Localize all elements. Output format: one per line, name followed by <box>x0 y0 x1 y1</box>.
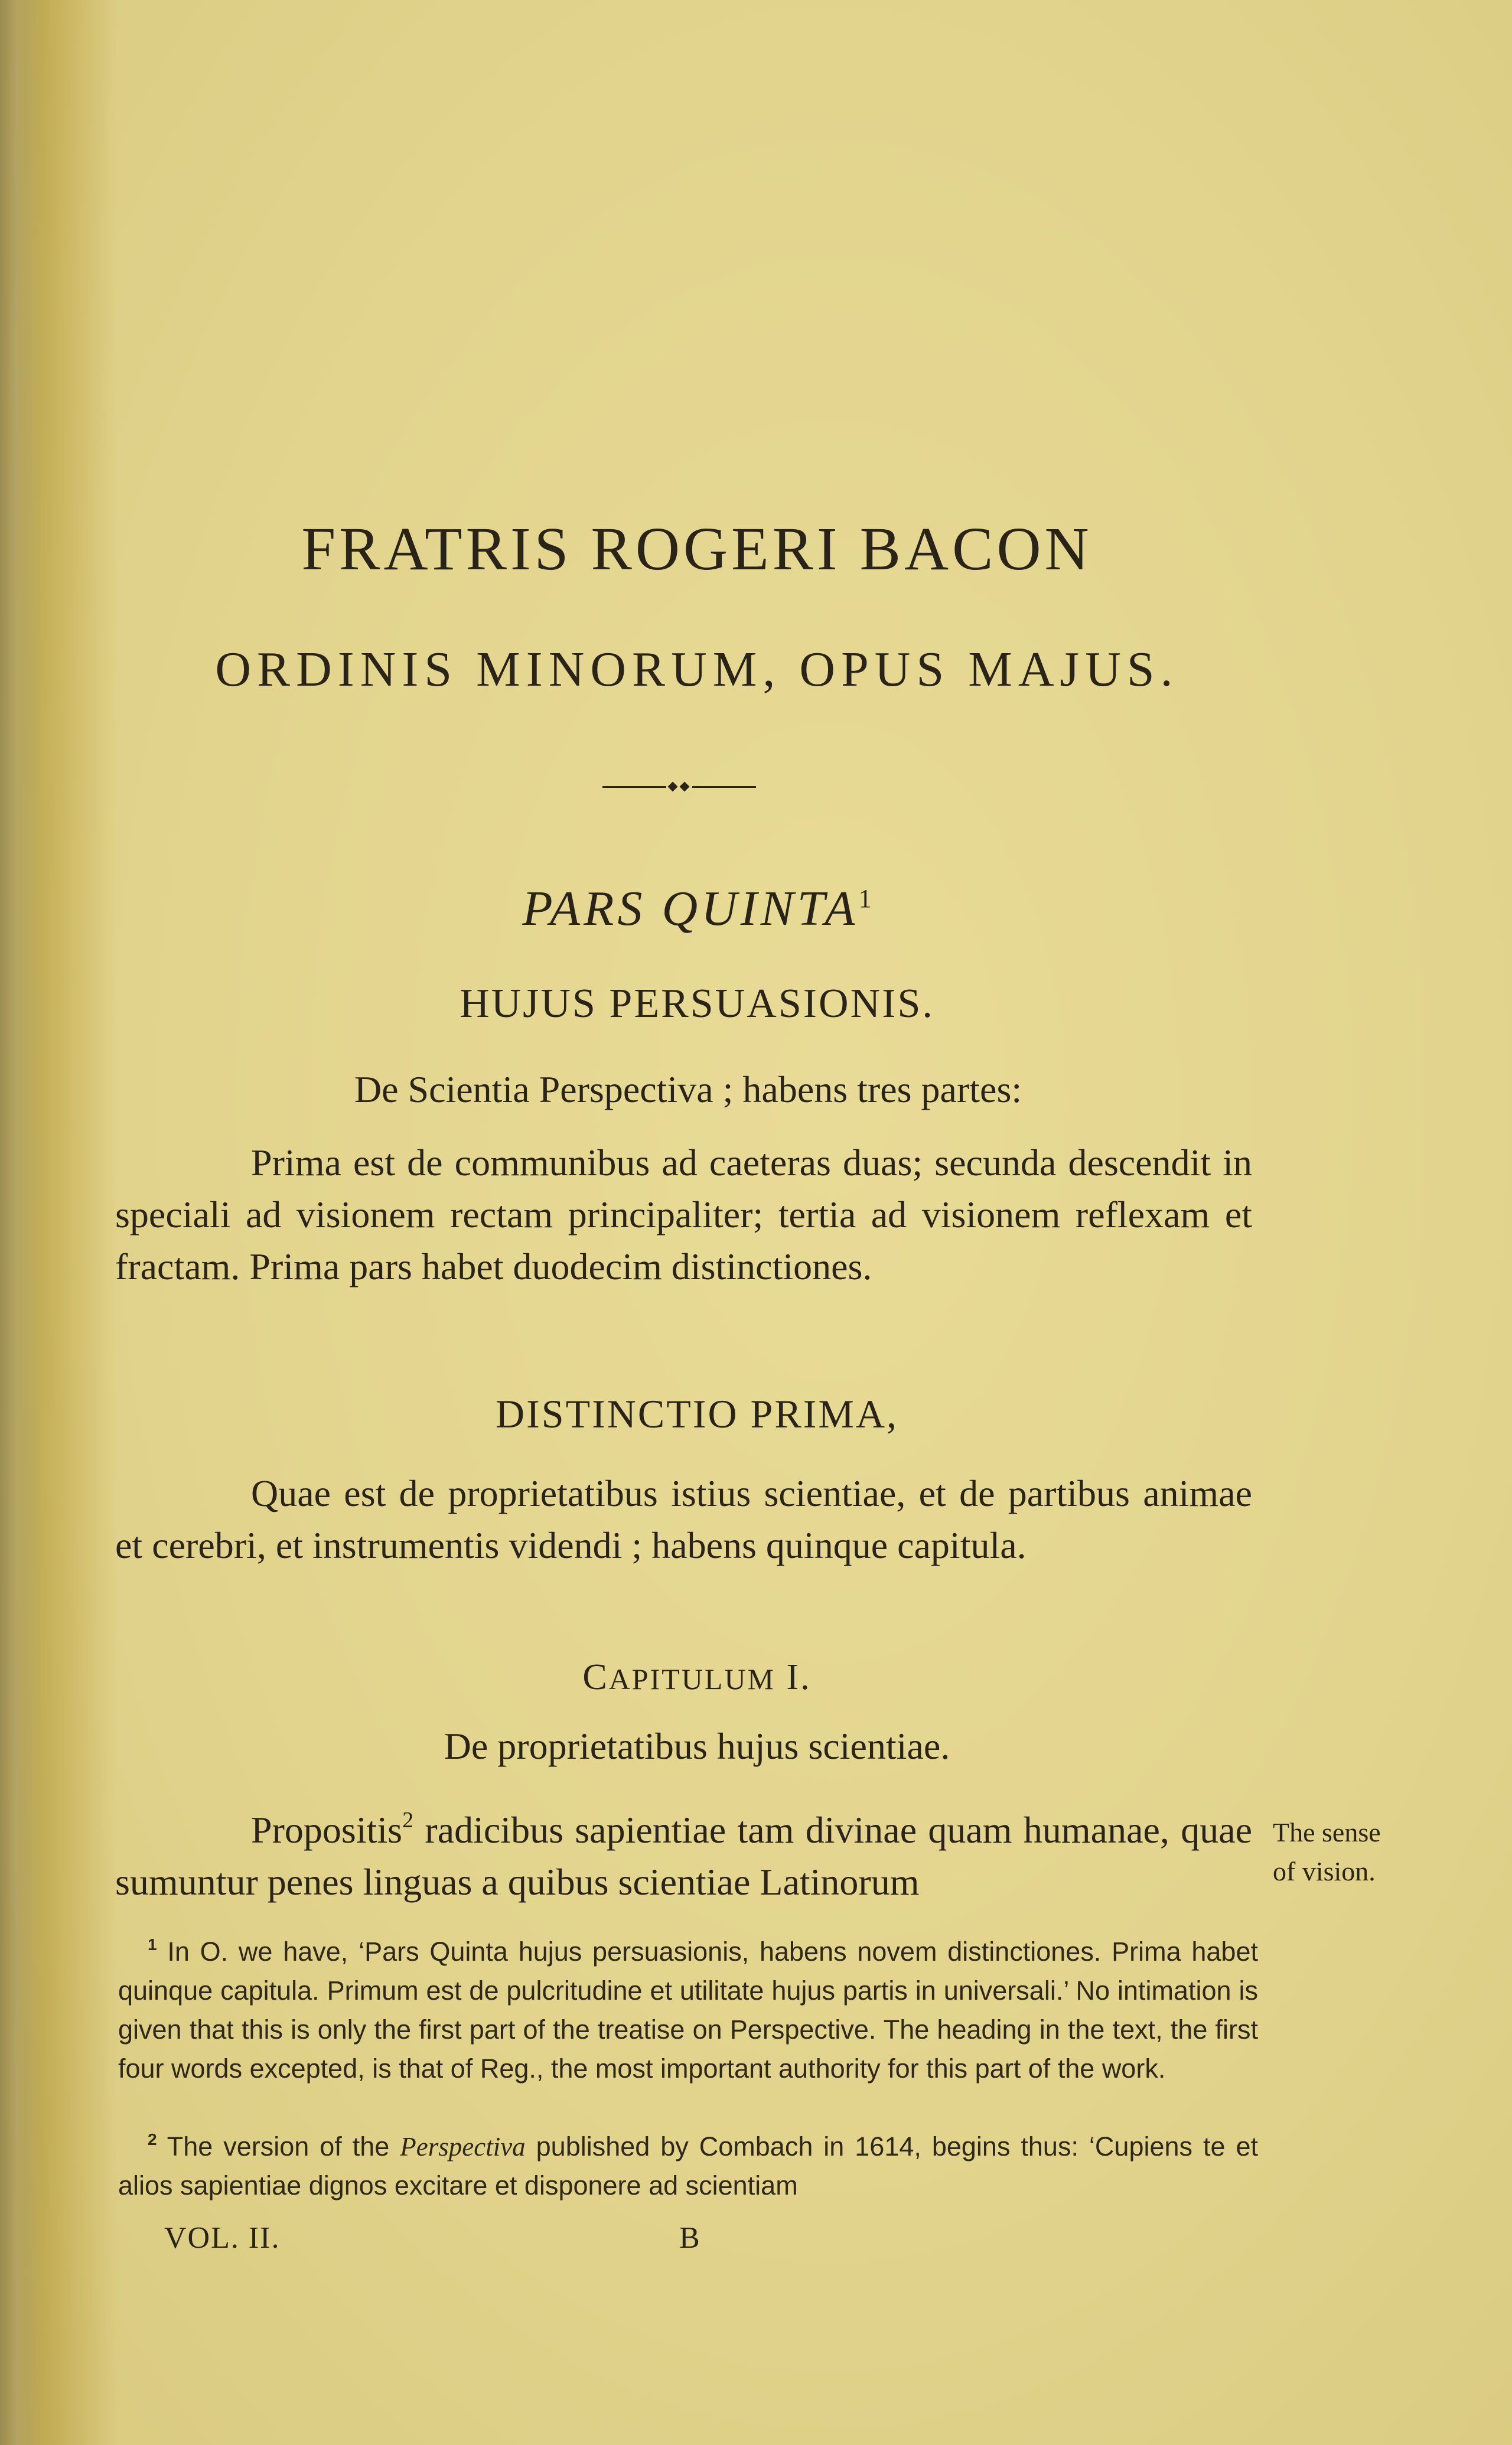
capitulum-initial: C <box>582 1657 609 1697</box>
footnote-1 <box>118 1932 1258 2088</box>
footnote-2-number: 2 <box>148 2130 157 2149</box>
pars-label: PARS QUINTA <box>522 881 859 936</box>
marginal-note <box>1273 1813 1415 1891</box>
paragraph-propositis <box>115 1804 1252 1908</box>
footnote-ref-2: 2 <box>402 1808 414 1833</box>
capitulum-word: APITULUM <box>608 1662 776 1696</box>
capitulum-heading <box>0 1657 1394 1699</box>
footnote-2-text-before: The version of the <box>167 2131 390 2162</box>
footnote-1-text: In O. we have, ‘Pars Quinta hujus persuasionis, habens novem distinctiones. Prima habet quinque capitula. Primum est de pulcritudine et utilitate hujus partis in universali.’ No intimation is given that this is only the first part of the treatise on Perspective. The heading in the text, the first four words excepted, is that of Reg., the most important authority for this part of the work. <box>118 1937 1258 2084</box>
capitulum-subheading: De proprietatibus hujus scientiae. <box>444 1725 950 1767</box>
distinctio-paragraph: Quae est de proprietatibus istius scientiae, et de partibus animae et cerebri, et instrumentis videndi ; habens quinque capitula. <box>115 1472 1252 1566</box>
propositis-start: Propositis <box>251 1809 403 1851</box>
footnote-2 <box>118 2127 1258 2205</box>
capitulum-number: I. <box>786 1657 812 1697</box>
propositis-rest: radicibus sapientiae tam divinae quam humanae, quae sumuntur penes linguas a quibus scientiae Latinorum <box>115 1809 1253 1903</box>
hujus-heading: HUJUS PERSUASIONIS. <box>460 981 934 1026</box>
signature-mark: B <box>679 2221 701 2255</box>
volume-marker: VOL. II. <box>164 2221 281 2255</box>
title-line-2: ORDINIS MINORUM, OPUS MAJUS. <box>215 642 1179 697</box>
pars-heading <box>0 880 1394 937</box>
ornamental-rule <box>602 783 756 791</box>
footnote-1-number: 1 <box>148 1935 157 1954</box>
description-line: De Scientia Perspectiva ; habens tres partes: <box>354 1068 1022 1110</box>
paragraph-prima: Prima est de communibus ad caeteras duas; secunda descendit in speciali ad visionem rectam principaliter; tertia ad visionem reflexam et fractam. Prima pars habet duodecim distinctiones. <box>115 1142 1252 1287</box>
marginal-note-line-1: The sense <box>1273 1817 1381 1847</box>
title-line-1: FRATRIS ROGERI BACON <box>301 515 1093 583</box>
binding-shadow <box>0 0 41 2445</box>
distinctio-heading: DISTINCTIO PRIMA, <box>496 1391 898 1436</box>
footnote-ref-1: 1 <box>858 884 872 913</box>
marginal-note-line-2: of vision. <box>1273 1856 1376 1886</box>
footnote-2-text-after: published by Combach in 1614, begins thus: ‘Cupiens te et alios sapientiae dignos excitare et disponere ad scientiam <box>118 2131 1258 2200</box>
footnote-2-italic-title: Perspectiva <box>400 2132 526 2162</box>
